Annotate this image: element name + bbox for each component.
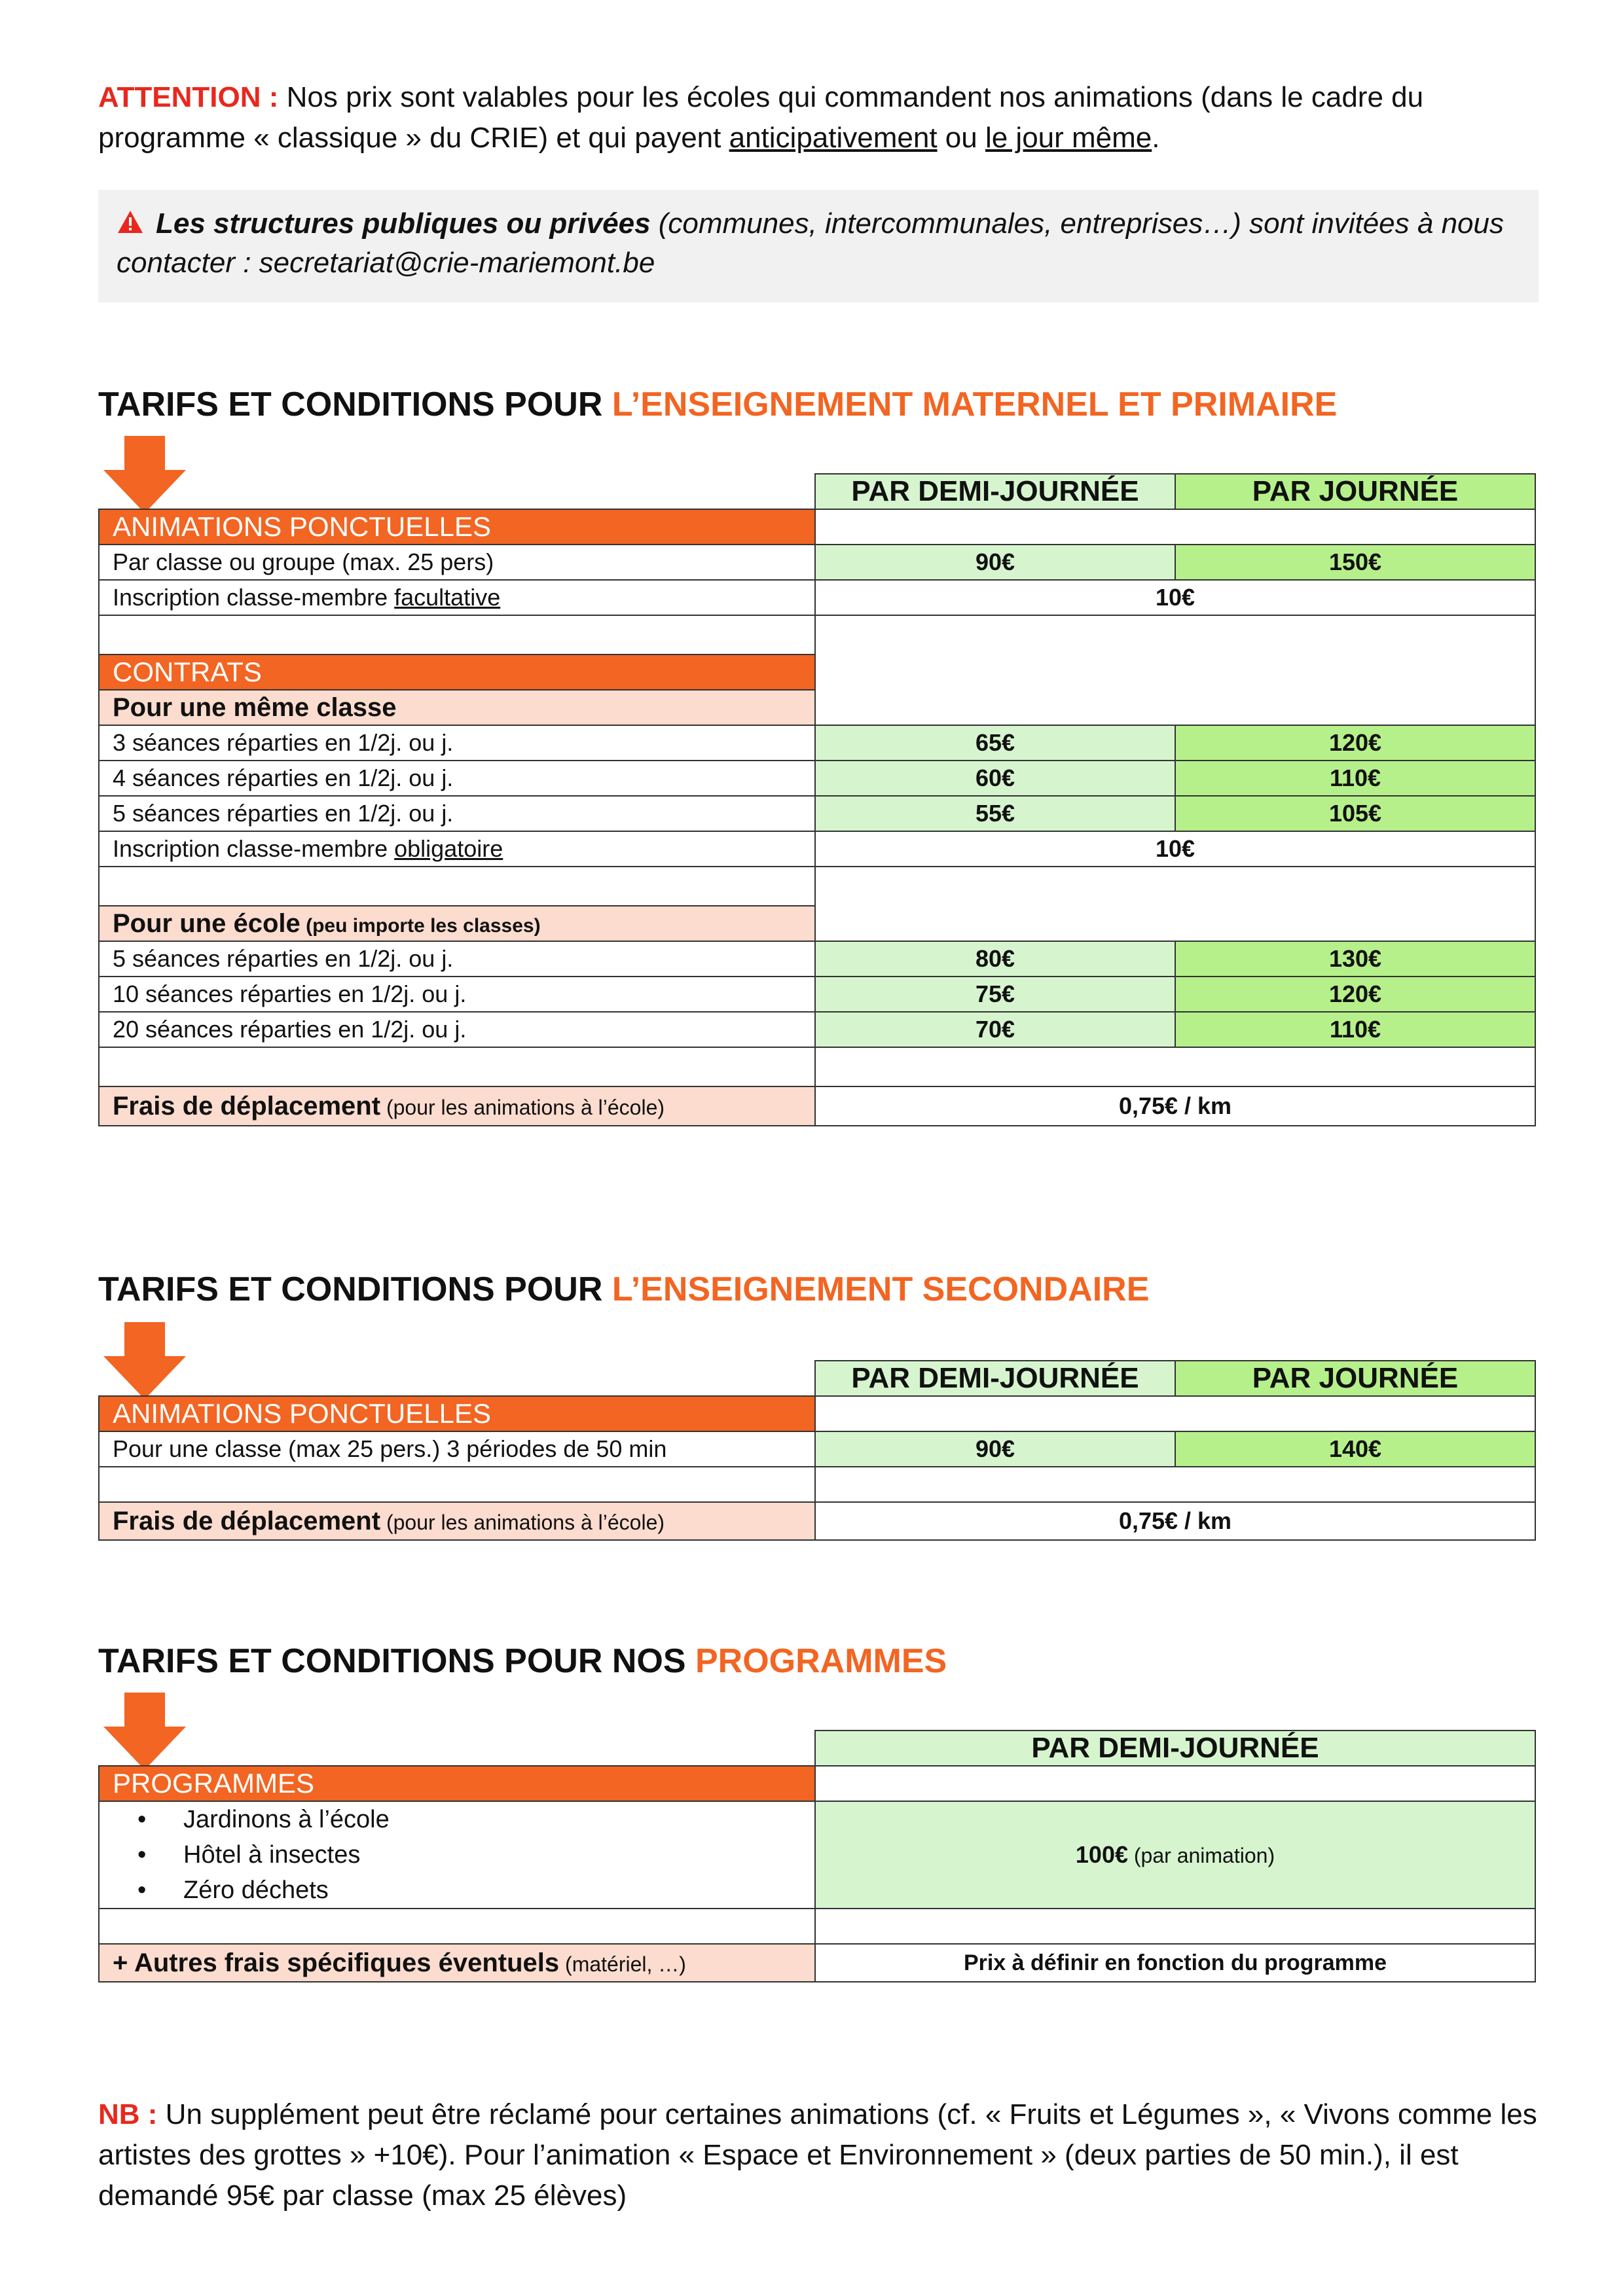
nb-label: NB :	[98, 2098, 158, 2130]
section2-title-orange: L’ENSEIGNEMENT SECONDAIRE	[611, 1270, 1150, 1308]
other-fees-bold: + Autres frais spécifiques éventuels	[113, 1948, 560, 1977]
col-half-day: PAR DEMI-JOURNÉE	[815, 474, 1175, 509]
table-row	[99, 545, 1535, 580]
travel-label-note: (pour les animations à l’école)	[380, 1510, 665, 1534]
travel-label-bold: Frais de déplacement	[113, 1506, 381, 1535]
price-half-day: 75€	[815, 977, 1175, 1012]
programme-price-value: 100€	[1075, 1841, 1128, 1868]
intro-text-1: Nos prix sont valables pour les écoles qui commandent nos animations (dans le cadre du programme « classique » du CRIE) et qui payent	[98, 81, 1424, 154]
travel-label	[99, 1502, 815, 1540]
section3-table	[98, 1730, 1536, 1982]
programme-list-cell	[99, 1801, 815, 1909]
section1-title-black: TARIFS ET CONDITIONS POUR	[98, 386, 612, 423]
section2-title	[98, 1270, 1149, 1309]
price-full-day: 120€	[1175, 977, 1535, 1012]
warning-triangle-icon	[117, 209, 144, 234]
table-row	[99, 1801, 1535, 1909]
alert-box	[98, 190, 1539, 302]
subcategory-row	[99, 906, 815, 941]
table-row	[99, 831, 1535, 867]
price-half-day: 65€	[815, 725, 1175, 761]
row-label-underline: facultative	[394, 584, 501, 611]
nb-text: Un supplément peut être réclamé pour certaines animations (cf. « Fruits et Légumes », « Vivons comme les artistes des grottes » +10€). Pour l’animation « Espace et Environnement » (deux parties de 50 min.), il est demandé 95€ par classe (max 25 élèves)	[98, 2098, 1537, 2212]
price-full-day: 140€	[1175, 1431, 1535, 1467]
subcategory-note: (peu importe les classes)	[300, 914, 541, 937]
table-row	[99, 761, 1535, 796]
table-row	[99, 941, 1535, 977]
nb-paragraph	[98, 2094, 1539, 2216]
attention-label: ATTENTION :	[98, 81, 279, 113]
section1-title	[98, 385, 1337, 424]
col-half-day: PAR DEMI-JOURNÉE	[815, 1731, 1535, 1766]
price-half-day: 60€	[815, 761, 1175, 796]
price-half-day: 80€	[815, 941, 1175, 977]
section1-table	[98, 473, 1536, 1126]
row-label: 3 séances réparties en 1/2j. ou j.	[99, 725, 815, 761]
table-row	[99, 580, 1535, 615]
programme-price	[815, 1801, 1535, 1909]
price-half-day: 90€	[815, 545, 1175, 580]
list-item: • Hôtel à insectes	[183, 1837, 814, 1873]
category-row: ANIMATIONS PONCTUELLES	[99, 1396, 815, 1431]
table-row	[99, 725, 1535, 761]
alert-bold: Les structures publiques ou privées	[156, 207, 651, 240]
travel-label-bold: Frais de déplacement	[113, 1091, 381, 1121]
travel-label-note: (pour les animations à l’école)	[380, 1095, 665, 1119]
row-label: 20 séances réparties en 1/2j. ou j.	[99, 1012, 815, 1047]
price-full-day: 110€	[1175, 1012, 1535, 1047]
other-fees-note: (matériel, …)	[559, 1952, 686, 1976]
table-row	[99, 1944, 1535, 1982]
section3-title	[98, 1641, 947, 1681]
section2-title-black: TARIFS ET CONDITIONS POUR	[98, 1270, 612, 1308]
intro-text-2: ou	[937, 122, 985, 154]
travel-label	[99, 1086, 815, 1126]
col-full-day: PAR JOURNÉE	[1175, 1361, 1535, 1396]
row-label	[99, 831, 815, 867]
intro-text-3: .	[1152, 122, 1160, 154]
row-label: Par classe ou groupe (max. 25 pers)	[99, 545, 815, 580]
row-label: 5 séances réparties en 1/2j. ou j.	[99, 941, 815, 977]
row-label: 10 séances réparties en 1/2j. ou j.	[99, 977, 815, 1012]
subcategory-row: Pour une même classe	[99, 690, 815, 725]
table-row	[99, 796, 1535, 831]
table-row	[99, 977, 1535, 1012]
price-full-day: 110€	[1175, 761, 1535, 796]
row-label: 5 séances réparties en 1/2j. ou j.	[99, 796, 815, 831]
other-fees-value: Prix à définir en fonction du programme	[815, 1944, 1535, 1982]
intro-link-2: le jour même	[985, 122, 1152, 154]
price-full-day: 130€	[1175, 941, 1535, 977]
section3-title-orange: PROGRAMMES	[695, 1642, 947, 1680]
list-item: • Zéro déchets	[183, 1873, 814, 1908]
price-full-day: 150€	[1175, 545, 1535, 580]
price-half-day: 90€	[815, 1431, 1175, 1467]
intro-paragraph	[98, 77, 1539, 158]
section2-table	[98, 1360, 1536, 1541]
price-half-day: 55€	[815, 796, 1175, 831]
price-membership: 10€	[815, 580, 1535, 615]
category-row: ANIMATIONS PONCTUELLES	[99, 509, 815, 545]
list-item: • Jardinons à l’école	[183, 1802, 814, 1837]
row-label-underline: obligatoire	[394, 835, 503, 862]
table-row	[99, 1012, 1535, 1047]
other-fees-label	[99, 1944, 815, 1982]
section3-title-black: TARIFS ET CONDITIONS POUR NOS	[98, 1642, 695, 1680]
row-label: Pour une classe (max 25 pers.) 3 périodes de 50 min	[99, 1431, 815, 1467]
row-label: 4 séances réparties en 1/2j. ou j.	[99, 761, 815, 796]
intro-link-1: anticipativement	[729, 122, 938, 154]
table-row	[99, 1431, 1535, 1467]
alert-text: (communes, intercommunales, entreprises…) sont invitées à nous contacter : secretariat@crie-mariemont.be	[117, 207, 1504, 279]
programme-list	[100, 1802, 814, 1908]
subcategory-label: Pour une école	[113, 908, 301, 938]
travel-price: 0,75€ / km	[815, 1086, 1535, 1126]
price-full-day: 105€	[1175, 796, 1535, 831]
row-label	[99, 580, 815, 615]
price-half-day: 70€	[815, 1012, 1175, 1047]
table-row	[99, 1502, 1535, 1540]
category-row: CONTRATS	[99, 655, 815, 690]
price-full-day: 120€	[1175, 725, 1535, 761]
price-membership: 10€	[815, 831, 1535, 867]
programme-price-note: (par animation)	[1128, 1844, 1275, 1867]
col-half-day: PAR DEMI-JOURNÉE	[815, 1361, 1175, 1396]
travel-price: 0,75€ / km	[815, 1502, 1535, 1540]
row-label-text: Inscription classe-membre	[113, 584, 395, 611]
row-label-text: Inscription classe-membre	[113, 835, 395, 862]
section1-title-orange: L’ENSEIGNEMENT MATERNEL ET PRIMAIRE	[611, 386, 1338, 423]
table-row	[99, 1086, 1535, 1126]
category-row: PROGRAMMES	[99, 1766, 815, 1801]
col-full-day: PAR JOURNÉE	[1175, 474, 1535, 509]
